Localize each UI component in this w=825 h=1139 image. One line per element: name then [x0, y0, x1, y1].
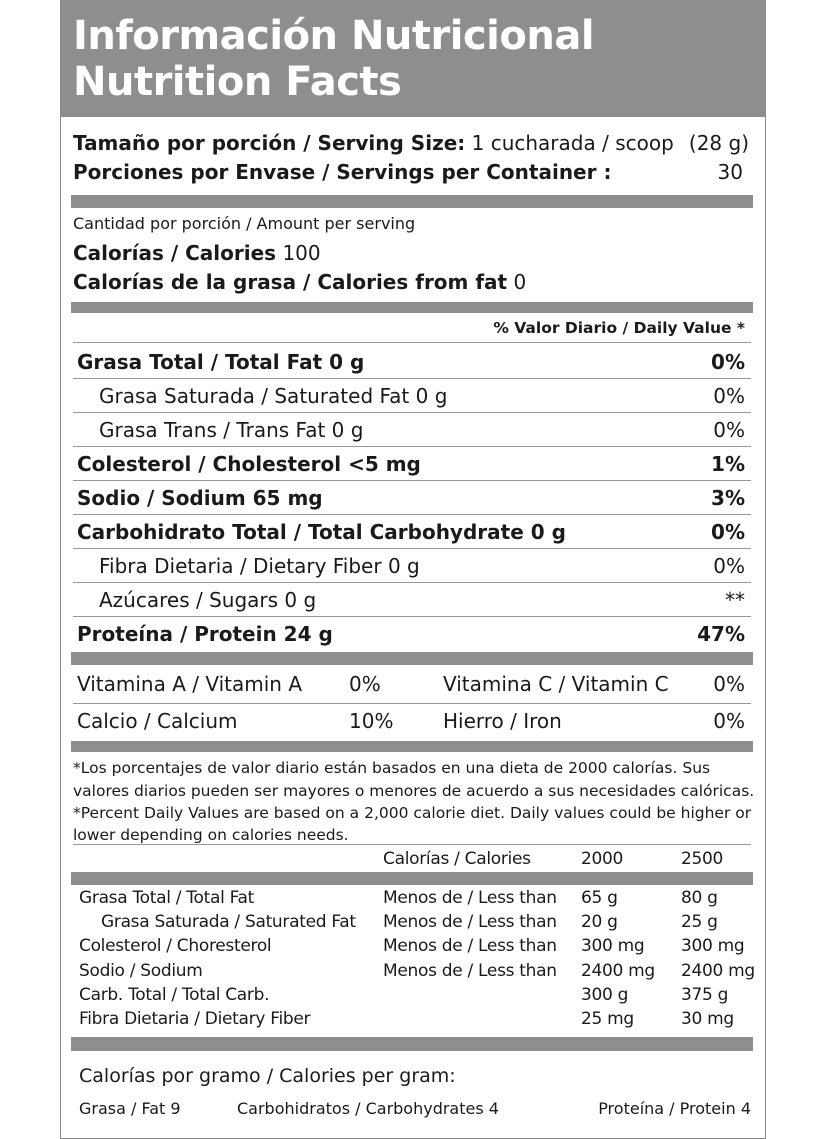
ref-row-name: Grasa Saturada / Saturated Fat	[101, 912, 356, 932]
row-divider	[73, 446, 751, 447]
ref-row-2000: 65 g	[581, 888, 618, 908]
calories-per-gram-fat: Grasa / Fat 9	[79, 1099, 181, 1118]
thick-divider	[71, 302, 753, 313]
iron-label: Hierro / Iron	[443, 709, 562, 733]
title-english: Nutrition Facts	[73, 59, 402, 105]
ref-row-name: Grasa Total / Total Fat	[79, 888, 255, 908]
serving-size-value: 1 cucharada / scoop	[471, 131, 674, 155]
vitamin-a-label: Vitamina A / Vitamin A	[77, 672, 303, 696]
nutrient-label: Fibra Dietaria / Dietary Fiber 0 g	[99, 554, 420, 578]
ref-row-2000: 300 mg	[581, 936, 645, 956]
row-divider	[73, 616, 751, 617]
title-spanish: Información Nutricional	[73, 13, 595, 59]
ref-row-2000: 2400 mg	[581, 961, 655, 981]
servings-per-container-value: 30	[717, 160, 743, 184]
ref-row-name: Sodio / Sodium	[79, 961, 203, 981]
calories-per-gram-title: Calorías por gramo / Calories per gram:	[79, 1065, 456, 1087]
ref-row-2500: 300 mg	[681, 936, 745, 956]
row-divider	[73, 342, 751, 343]
thick-divider	[71, 872, 753, 885]
ref-row-2000: 20 g	[581, 912, 618, 932]
ref-header-2000: 2000	[581, 849, 624, 869]
nutrient-label: Sodio / Sodium 65 mg	[77, 486, 323, 510]
thick-divider	[71, 652, 753, 665]
servings-per-container-label: Porciones por Envase / Servings per Container :	[73, 160, 612, 184]
ref-row-qualifier: Menos de / Less than	[383, 888, 557, 908]
vitamin-a-value: 0%	[349, 672, 381, 696]
row-divider	[73, 480, 751, 481]
nutrient-label: Azúcares / Sugars 0 g	[99, 588, 317, 612]
fat-calories-row	[73, 270, 526, 294]
ref-row-qualifier: Menos de / Less than	[383, 936, 557, 956]
footnote-es-line2: valores diarios pueden ser mayores o menores de acuerdo a sus necesidades calóricas.	[73, 782, 755, 800]
nutrient-daily-value: **	[725, 588, 745, 612]
ref-row-2500: 2400 mg	[681, 961, 755, 981]
thick-divider	[71, 741, 753, 752]
nutrient-daily-value: 0%	[713, 554, 745, 578]
ref-row-2500: 25 g	[681, 912, 718, 932]
nutrient-daily-value: 1%	[711, 452, 745, 476]
vitamin-c-value: 0%	[713, 672, 745, 696]
thick-divider	[71, 1037, 753, 1051]
row-divider	[73, 548, 751, 549]
fat-calories-label: Calorías de la grasa / Calories from fat	[73, 270, 508, 294]
row-divider	[73, 582, 751, 583]
ref-row-name: Fibra Dietaria / Dietary Fiber	[79, 1009, 311, 1029]
calcium-value: 10%	[349, 709, 394, 733]
calories-value: 100	[282, 241, 321, 265]
footnote-en-line2: lower depending on calories needs.	[73, 826, 349, 844]
ref-row-2500: 375 g	[681, 985, 729, 1005]
calcium-label: Calcio / Calcium	[77, 709, 238, 733]
ref-row-2000: 25 mg	[581, 1009, 634, 1029]
calories-per-gram-carbs: Carbohidratos / Carbohydrates 4	[237, 1099, 499, 1118]
ref-row-2500: 30 mg	[681, 1009, 734, 1029]
nutrient-daily-value: 47%	[697, 622, 745, 646]
iron-value: 0%	[713, 709, 745, 733]
nutrient-label: Colesterol / Cholesterol <5 mg	[77, 452, 421, 476]
nutrient-daily-value: 0%	[713, 384, 745, 408]
serving-size-grams: (28 g)	[688, 131, 749, 155]
footnote-es-line1: *Los porcentajes de valor diario están basados en una dieta de 2000 calorías. Sus	[73, 759, 711, 777]
ref-row-name: Carb. Total / Total Carb.	[79, 985, 270, 1005]
nutrient-daily-value: 0%	[711, 350, 745, 374]
row-divider	[73, 514, 751, 515]
daily-value-header: % Valor Diario / Daily Value *	[493, 319, 745, 337]
fat-calories-value: 0	[513, 270, 527, 294]
serving-size-label: Tamaño por porción / Serving Size:	[73, 131, 466, 155]
ref-row-qualifier: Menos de / Less than	[383, 961, 557, 981]
vitamin-c-label: Vitamina C / Vitamin C	[443, 672, 669, 696]
nutrient-daily-value: 0%	[711, 520, 745, 544]
calories-per-gram-protein: Proteína / Protein 4	[598, 1099, 751, 1118]
ref-header-2500: 2500	[681, 849, 724, 869]
ref-row-name: Colesterol / Choresterol	[79, 936, 272, 956]
label-header	[61, 0, 765, 117]
nutrition-label	[60, 0, 766, 1139]
row-divider	[73, 378, 751, 379]
nutrient-daily-value: 0%	[713, 418, 745, 442]
serving-size-row	[73, 131, 674, 155]
nutrient-label: Grasa Saturada / Saturated Fat 0 g	[99, 384, 448, 408]
calories-row	[73, 241, 321, 265]
ref-row-2000: 300 g	[581, 985, 629, 1005]
nutrient-label: Grasa Total / Total Fat 0 g	[77, 350, 365, 374]
nutrient-label: Carbohidrato Total / Total Carbohydrate 0 g	[77, 520, 566, 544]
ref-row-qualifier: Menos de / Less than	[383, 912, 557, 932]
thick-divider	[71, 195, 753, 208]
nutrient-label: Grasa Trans / Trans Fat 0 g	[99, 418, 364, 442]
amount-per-serving: Cantidad por porción / Amount per serving	[73, 214, 416, 233]
footnote-en-line1: *Percent Daily Values are based on a 2,000 calorie diet. Daily values could be higher or	[73, 804, 752, 822]
calories-label: Calorías / Calories	[73, 241, 277, 265]
ref-header-calories: Calorías / Calories	[383, 849, 531, 869]
row-divider	[73, 412, 751, 413]
nutrient-label: Proteína / Protein 24 g	[77, 622, 333, 646]
row-divider	[73, 703, 751, 704]
ref-row-2500: 80 g	[681, 888, 718, 908]
nutrient-daily-value: 3%	[711, 486, 745, 510]
row-divider	[73, 844, 751, 845]
